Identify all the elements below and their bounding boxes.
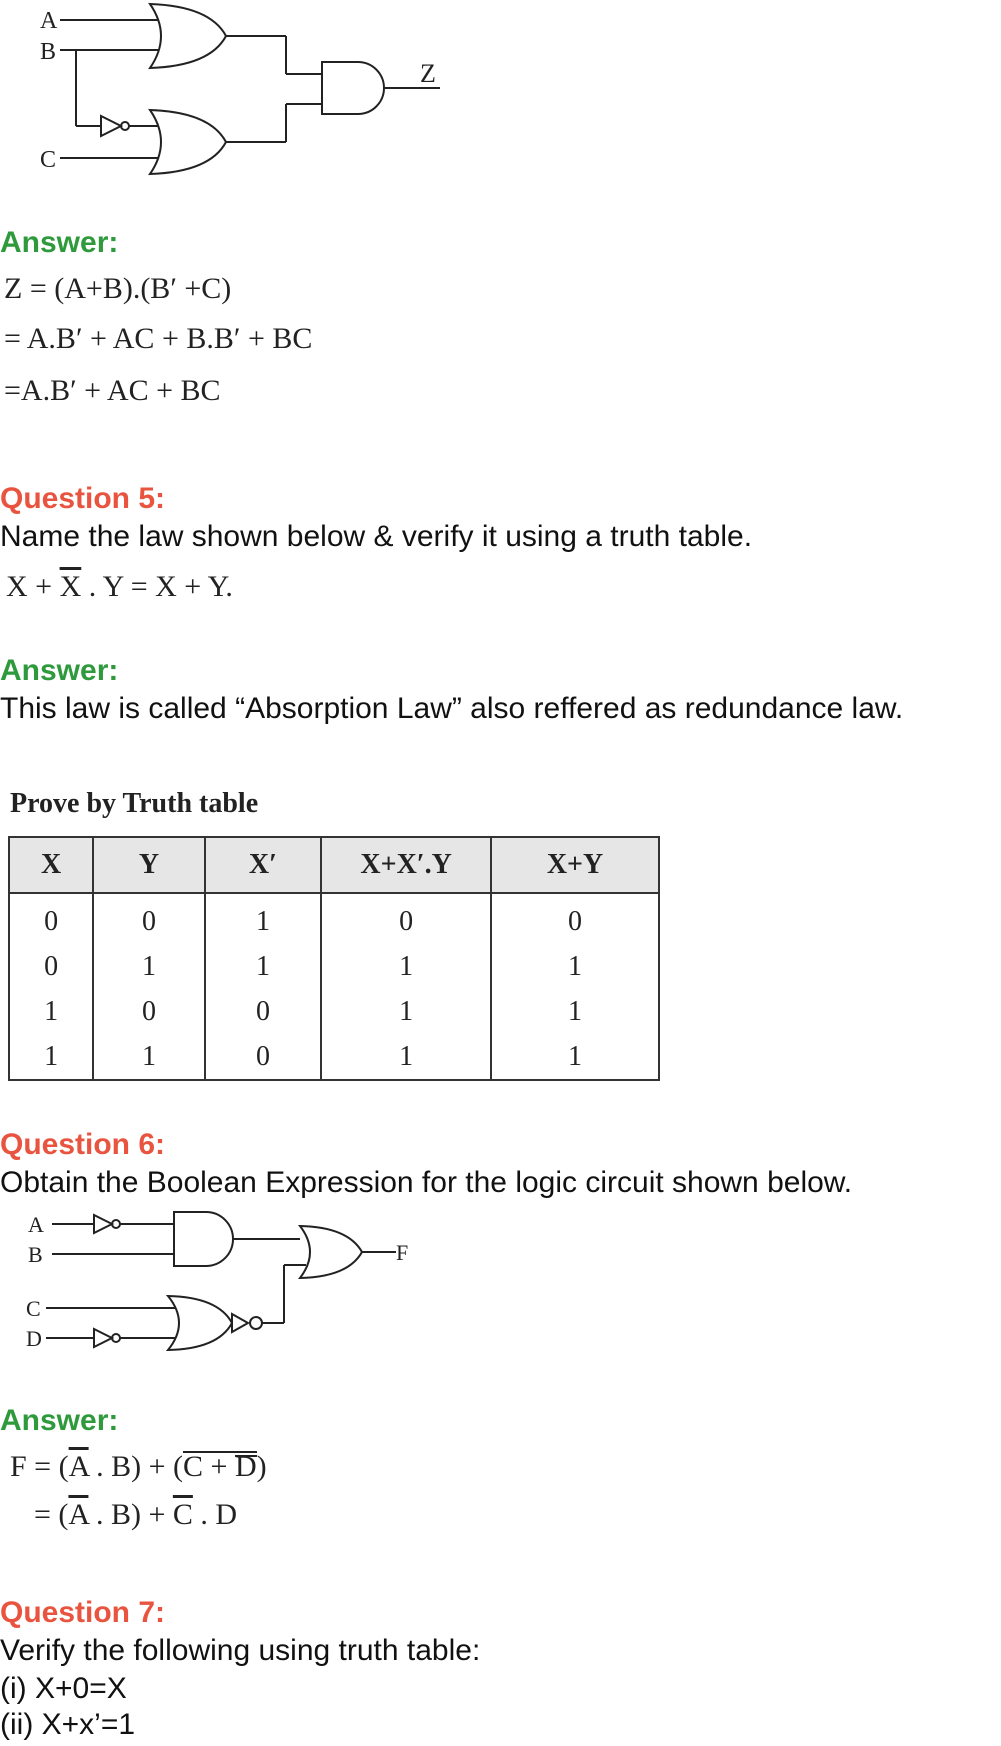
- answer-text: This law is called “Absorption Law” also reffered as redundance law.: [0, 692, 904, 725]
- table-cell: 1: [321, 944, 491, 989]
- circuit1-input-c: C: [40, 147, 57, 173]
- expr-part: F = (: [10, 1450, 69, 1483]
- table-header-cell: X′: [205, 837, 322, 893]
- list-item: (ii) X+x’=1: [0, 1708, 136, 1741]
- question-text: Verify the following using truth table:: [0, 1634, 481, 1667]
- table-cell: 1: [93, 1034, 204, 1080]
- table-cell: 1: [321, 1034, 491, 1080]
- circuit2-input-a: A: [28, 1212, 44, 1237]
- expr-part-abar: $\overline{A}$: [68, 1498, 89, 1531]
- logic-circuit-diagram-1: [0, 0, 460, 180]
- table-header-cell: X+X′.Y: [321, 837, 491, 893]
- table-cell: 0: [93, 893, 204, 944]
- question-text: Obtain the Boolean Expression for the logic circuit shown below.: [0, 1166, 853, 1199]
- answer-heading: Answer:: [0, 1404, 119, 1437]
- table-cell: 1: [205, 893, 322, 944]
- table-row: [9, 893, 659, 944]
- table-header-cell: X: [9, 837, 93, 893]
- question-heading: Question 7:: [0, 1596, 166, 1629]
- circuit1-input-b: B: [40, 39, 57, 65]
- table-cell: 0: [205, 989, 322, 1034]
- question-heading: Question 5:: [0, 482, 166, 515]
- list-item: (i) X+0=X: [0, 1672, 127, 1705]
- expression-line: = A.B′ + AC + B.B′ + BC: [4, 322, 313, 355]
- table-cell: 0: [321, 893, 491, 944]
- truth-table-title: Prove by Truth table: [10, 788, 259, 819]
- expr-part-c: C +: [183, 1450, 235, 1483]
- expr-part-group-bar: [183, 1450, 257, 1484]
- truth-table: [8, 836, 660, 1081]
- circuit1-output-z: Z: [420, 59, 436, 88]
- circuit1-input-a: A: [40, 8, 58, 34]
- law-expression: [6, 570, 233, 604]
- table-row: [9, 1034, 659, 1080]
- expr-part-abar: $\overline{A}$: [68, 1450, 89, 1483]
- expression-line: [34, 1498, 237, 1532]
- law-part-xbar: $\overline{X}$: [59, 570, 82, 603]
- circuit2-input-b: B: [28, 1242, 43, 1267]
- table-cell: 1: [491, 989, 659, 1034]
- circuit2-output-f: F: [396, 1240, 409, 1265]
- expression-line: =A.B′ + AC + BC: [4, 374, 221, 407]
- expression-line: [10, 1450, 267, 1484]
- table-cell: 0: [93, 989, 204, 1034]
- table-cell: 0: [205, 1034, 322, 1080]
- expr-part-cbar: $\overline{C}$: [172, 1498, 193, 1531]
- expr-part: . B) +: [88, 1498, 173, 1531]
- expr-part: . D: [192, 1498, 238, 1531]
- expr-part-ddbar: D: [234, 1450, 257, 1483]
- question-heading: Question 6:: [0, 1128, 166, 1161]
- law-part: X +: [6, 570, 60, 603]
- question-text: Name the law shown below & verify it using a truth table.: [0, 520, 753, 553]
- table-header-row: [9, 837, 659, 893]
- expr-part: . B) + (: [88, 1450, 184, 1483]
- table-header-cell: X+Y: [491, 837, 659, 893]
- law-part: . Y = X + Y.: [81, 570, 233, 603]
- table-cell: 1: [321, 989, 491, 1034]
- circuit2-input-d: D: [26, 1326, 42, 1351]
- table-cell: 1: [93, 944, 204, 989]
- table-header-cell: Y: [93, 837, 204, 893]
- expr-part: = (: [34, 1498, 69, 1531]
- table-row: [9, 944, 659, 989]
- table-cell: 0: [491, 893, 659, 944]
- table-cell: 1: [9, 989, 93, 1034]
- table-cell: 1: [205, 944, 322, 989]
- expression-line: Z = (A+B).(B′ +C): [4, 272, 232, 305]
- table-cell: 1: [491, 944, 659, 989]
- table-row: [9, 989, 659, 1034]
- table-cell: 0: [9, 944, 93, 989]
- table-cell: 1: [491, 1034, 659, 1080]
- table-cell: 0: [9, 893, 93, 944]
- answer-heading: Answer:: [0, 226, 119, 259]
- circuit2-input-c: C: [26, 1296, 41, 1321]
- expr-part: ): [256, 1450, 267, 1483]
- table-cell: 1: [9, 1034, 93, 1080]
- answer-heading: Answer:: [0, 654, 119, 687]
- logic-circuit-diagram-2: [0, 1200, 440, 1360]
